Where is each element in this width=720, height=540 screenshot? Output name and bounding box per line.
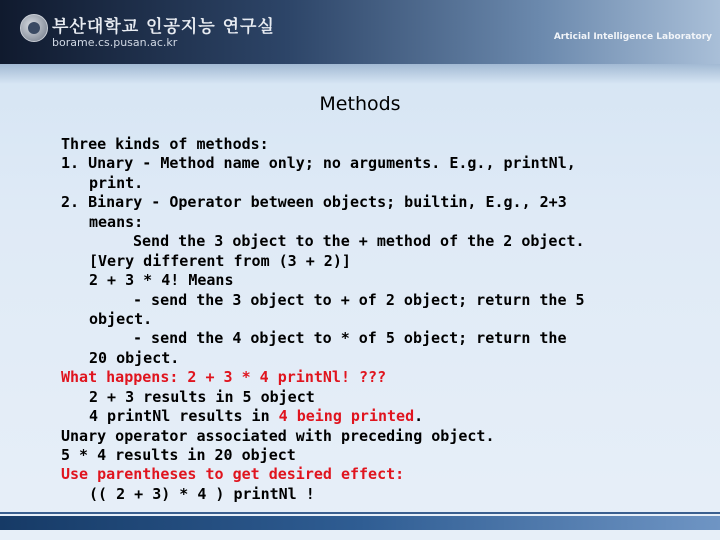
body-line bbox=[61, 368, 711, 387]
body-line bbox=[61, 310, 711, 329]
university-url: borame.cs.pusan.ac.kr bbox=[52, 36, 178, 49]
footer-bar bbox=[0, 516, 720, 530]
body-line-text: 4 printNl results in bbox=[89, 407, 279, 426]
body-line bbox=[61, 271, 711, 290]
body-line bbox=[61, 252, 711, 271]
body-line bbox=[61, 388, 711, 407]
body-line bbox=[61, 485, 711, 504]
body-line bbox=[61, 213, 711, 232]
body-line-text: - send the 4 object to * of 5 object; return the bbox=[133, 329, 567, 348]
body-line-text: means: bbox=[89, 212, 144, 231]
slide-header bbox=[0, 0, 720, 64]
body-line-text: (( 2 + 3) * 4 ) printNl ! bbox=[89, 484, 315, 503]
body-line-text: 20 object. bbox=[89, 348, 180, 367]
body-line-text: 2 + 3 * 4! Means bbox=[89, 271, 234, 290]
body-line-text: print. bbox=[89, 173, 144, 192]
body-line-text: What happens: 2 + 3 * 4 printNl! ??? bbox=[61, 368, 387, 387]
body-line-highlight: 4 being printed bbox=[278, 407, 415, 426]
body-line-text: - send the 3 object to + of 2 object; return the 5 bbox=[133, 290, 585, 309]
university-seal-icon bbox=[20, 14, 48, 42]
footer-divider bbox=[0, 512, 720, 514]
body-line bbox=[61, 407, 711, 426]
slide-body bbox=[61, 135, 711, 504]
body-line bbox=[61, 465, 711, 484]
body-line-text: 2. Binary - Operator between objects; builtin, E.g., 2+3 bbox=[61, 193, 567, 212]
body-line-suffix: . bbox=[414, 407, 424, 426]
body-line-text: Three kinds of methods: bbox=[61, 135, 269, 153]
body-line bbox=[61, 349, 711, 368]
header-fade bbox=[0, 64, 720, 84]
university-name: 부산대학교 인공지능 연구실 bbox=[52, 17, 275, 37]
body-line-text: 1. Unary - Method name only; no arguments. E.g., printNl, bbox=[61, 154, 576, 173]
body-line-text: object. bbox=[89, 309, 153, 328]
body-line bbox=[61, 291, 711, 310]
body-line bbox=[61, 427, 711, 446]
body-line bbox=[61, 154, 711, 173]
lab-name: Articial Intelligence Laboratory bbox=[553, 32, 712, 42]
body-line-text: Use parentheses to get desired effect: bbox=[61, 465, 405, 484]
body-line-text: Send the 3 object to the + method of the 2 object. bbox=[133, 232, 585, 251]
body-line bbox=[61, 174, 711, 193]
body-line bbox=[61, 135, 711, 154]
body-line-text: 2 + 3 results in 5 object bbox=[89, 387, 315, 406]
body-line-text: Unary operator associated with preceding object. bbox=[61, 426, 495, 445]
body-line bbox=[61, 329, 711, 348]
body-line-text: [Very different from (3 + 2)] bbox=[89, 251, 351, 270]
slide-title: Methods bbox=[319, 93, 401, 115]
body-line bbox=[61, 446, 711, 465]
body-line bbox=[61, 232, 711, 251]
body-line-text: 5 * 4 results in 20 object bbox=[61, 446, 296, 464]
body-line bbox=[61, 193, 711, 212]
